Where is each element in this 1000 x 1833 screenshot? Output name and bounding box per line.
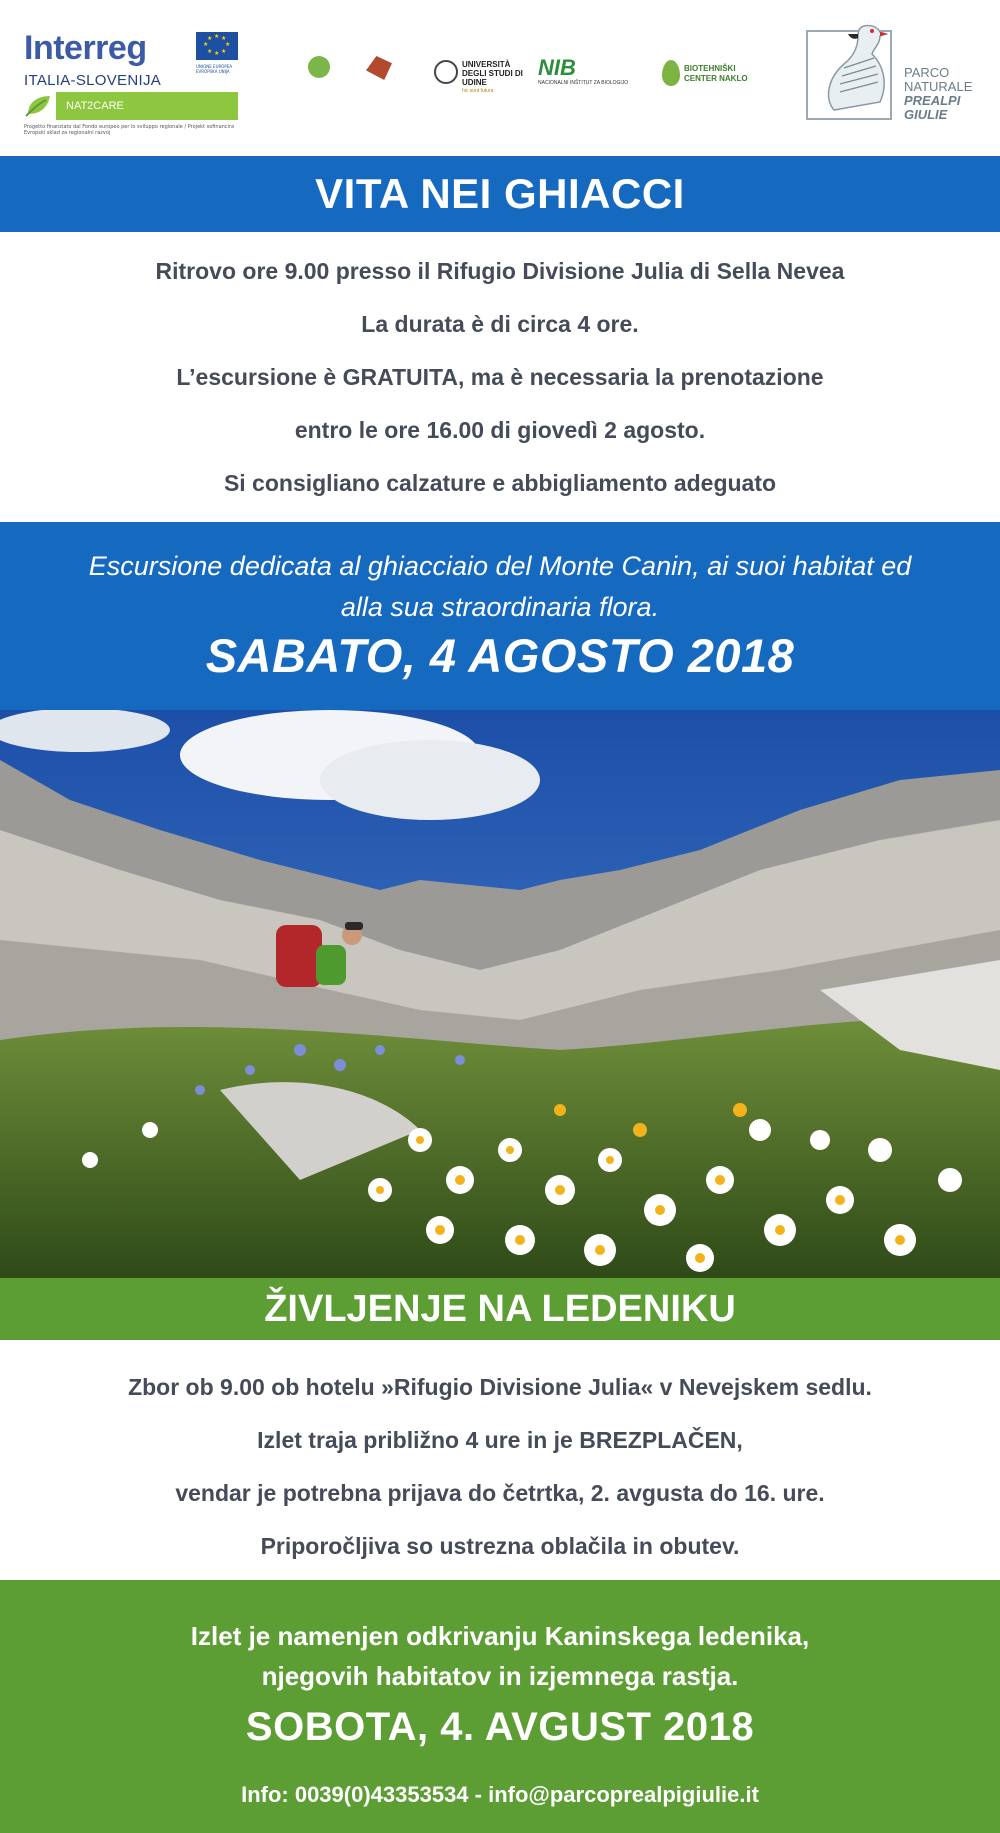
- park-name: [904, 66, 972, 122]
- slovenian-line-3: vendar je potrebna prijava do četrtka, 2. avgusta do 16. ure.: [175, 1480, 825, 1506]
- project-subtitle: Progetto finanziato dal Fondo europeo per lo sviluppo regionale / Projekt sofinancira Evropski sklad za regionalni razvoj: [24, 124, 235, 136]
- slovenian-line-4: Priporočljiva so ustrezna oblačila in obutev.: [260, 1533, 740, 1559]
- partner-logo-udine: [434, 56, 534, 96]
- naklo-drop-icon: [662, 60, 680, 86]
- park-line-3: PREALPI: [904, 93, 961, 108]
- italian-details: [0, 232, 1000, 522]
- mountain-photo: [0, 710, 1000, 1278]
- interreg-title: Interreg: [24, 29, 147, 67]
- italian-line-1: Ritrovo ore 9.00 presso il Rifugio Divisione Julia di Sella Nevea: [155, 258, 845, 284]
- udine-seal-icon: [434, 60, 458, 84]
- eu-flag-icon: ★ ★ ★ ★ ★ ★ ★ ★: [196, 32, 238, 60]
- eu-label: UNIONE EUROPEA EVROPSKA UNIJA: [196, 64, 233, 74]
- italian-line-4: entro le ore 16.00 di giovedì 2 agosto.: [294, 417, 706, 443]
- italian-description: [0, 546, 1000, 628]
- udine-name: UNIVERSITÀ DEGLI STUDI DI UDINE: [462, 60, 523, 87]
- park-line-2: NATURALE: [904, 79, 973, 94]
- nib-subtitle: NACIONALNI INŠTITUT ZA BIOLOGIJO: [538, 80, 629, 86]
- italian-date: SABATO, 4 AGOSTO 2018: [205, 629, 795, 682]
- park-logo: [806, 18, 984, 128]
- interreg-region: ITALIA-SLOVENIJA: [24, 72, 162, 89]
- slovenian-description: [0, 1616, 1000, 1696]
- slovenian-description-line-2: njegovih habitatov in izjemnega rastja.: [261, 1661, 739, 1691]
- partner-logo-nib: [538, 56, 642, 96]
- partner-logos: [300, 56, 760, 96]
- slovenian-title: ŽIVLJENJE NA LEDENIKU: [0, 1278, 1000, 1340]
- slovenian-description-band: [0, 1580, 1000, 1833]
- nib-name: NIB: [538, 55, 576, 80]
- italian-title: VITA NEI GHIACCI: [0, 156, 1000, 232]
- slovenian-date: SOBOTA, 4. AVGUST 2018: [245, 1705, 755, 1749]
- partner-logo-naklo: [662, 56, 762, 96]
- logo-header: [0, 0, 1000, 156]
- park-line-1: PARCO: [904, 65, 950, 80]
- naklo-name: BIOTEHNIŠKI CENTER NAKLO: [684, 64, 748, 83]
- udine-tag: hic sunt futura: [462, 88, 494, 94]
- slovenian-details: [0, 1340, 1000, 1580]
- park-bird-logo-icon: [814, 18, 894, 118]
- contact-info: Info: 0039(0)43353534 - info@parcoprealpigiulie.it: [241, 1782, 759, 1807]
- park-line-4: GIULIE: [904, 107, 948, 122]
- nat2care-leaf-icon: [24, 92, 54, 118]
- slovenian-line-2: Izlet traja približno 4 ure in je BREZPLAČEN,: [257, 1427, 743, 1453]
- italian-line-2: La durata è di circa 4 ore.: [361, 311, 639, 337]
- italian-description-line-1: Escursione dedicata al ghiacciaio del Monte Canin, ai suoi habitat ed: [88, 551, 912, 581]
- partner-logo-2: [366, 56, 418, 96]
- partner-logo-1: [308, 56, 358, 96]
- nat2care-badge: NAT2CARE: [56, 92, 238, 120]
- slovenian-line-1: Zbor ob 9.00 ob hotelu »Rifugio Divisione Julia« v Nevejskem sedlu.: [128, 1374, 872, 1400]
- italian-line-3: L’escursione è GRATUITA, ma è necessaria la prenotazione: [176, 364, 824, 390]
- interreg-logo: [24, 30, 244, 89]
- slovenian-description-line-1: Izlet je namenjen odkrivanju Kaninskega ledenika,: [190, 1621, 810, 1651]
- italian-description-band: [0, 522, 1000, 710]
- italian-description-line-2: alla sua straordinaria flora.: [340, 592, 660, 622]
- italian-line-5: Si consigliano calzature e abbigliamento adeguato: [223, 470, 777, 496]
